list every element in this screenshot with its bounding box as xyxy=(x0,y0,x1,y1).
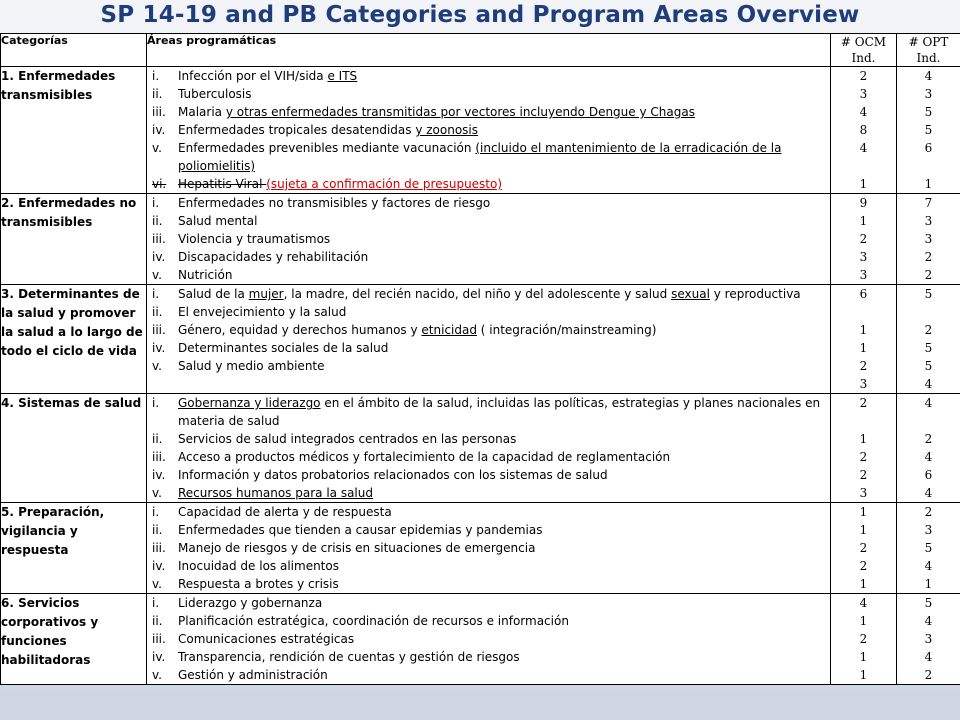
opt-value: 1 xyxy=(924,177,933,191)
ocm-value: 2 xyxy=(859,468,868,482)
roman-numeral: iv. xyxy=(152,468,166,482)
program-area-item xyxy=(147,357,830,375)
program-area-item xyxy=(147,285,830,303)
program-area-item xyxy=(147,303,830,321)
opt-value: 1 xyxy=(924,577,933,591)
opt-value: 6 xyxy=(924,141,933,155)
program-area-item xyxy=(147,430,830,448)
ocm-value: 1 xyxy=(859,323,868,337)
roman-numeral: i. xyxy=(152,596,160,610)
page-title: SP 14-19 and PB Categories and Program Areas Overview xyxy=(100,2,860,28)
ocm-value: 2 xyxy=(859,541,868,555)
program-area-text: Liderazgo y gobernanza xyxy=(178,596,323,610)
roman-numeral: v. xyxy=(152,359,162,373)
opt-cell xyxy=(897,394,960,503)
program-area-item xyxy=(147,448,830,466)
category-cell: 1. Enfermedades transmisibles xyxy=(1,67,147,194)
program-area-item xyxy=(147,85,830,103)
program-area-text: Infección por el VIH/sida e ITS xyxy=(178,69,358,83)
header-opt: # OPT Ind. xyxy=(897,34,960,67)
ocm-value: 1 xyxy=(859,177,868,191)
opt-value: 5 xyxy=(924,123,933,137)
program-area-text: Recursos humanos para la salud xyxy=(178,486,373,500)
category-cell: 5. Preparación, vigilancia y respuesta xyxy=(1,503,147,594)
ocm-value: 3 xyxy=(859,87,868,101)
roman-numeral: i. xyxy=(152,396,160,410)
roman-numeral: ii. xyxy=(152,432,163,446)
table-row xyxy=(1,285,960,394)
opt-value: 7 xyxy=(924,196,933,210)
table-row xyxy=(1,67,960,194)
program-area-text: Información y datos probatorios relacionados con los sistemas de salud xyxy=(178,468,608,482)
ocm-value: 2 xyxy=(859,232,868,246)
ocm-value: 2 xyxy=(859,632,868,646)
opt-value: 4 xyxy=(924,650,933,664)
roman-numeral: i. xyxy=(152,287,160,301)
opt-value: 3 xyxy=(924,632,933,646)
program-area-text: Gobernanza y liderazgo en el ámbito de la salud, incluidas las políticas, estrategias y planes nacionales en materia de salud xyxy=(178,396,821,428)
program-area-item xyxy=(147,321,830,339)
roman-numeral: i. xyxy=(152,505,160,519)
num-spacer xyxy=(897,157,960,175)
num-spacer xyxy=(831,303,896,321)
ocm-value: 2 xyxy=(859,396,868,410)
roman-numeral: i. xyxy=(152,196,160,210)
opt-value: 3 xyxy=(924,523,933,537)
program-area-item xyxy=(147,539,830,557)
roman-numeral: v. xyxy=(152,268,162,282)
opt-value: 2 xyxy=(924,432,933,446)
program-area-text: Planificación estratégica, coordinación de recursos e información xyxy=(178,614,569,628)
roman-numeral: iii. xyxy=(152,541,166,555)
ocm-value: 1 xyxy=(859,523,868,537)
program-area-item xyxy=(147,266,830,284)
ocm-cell xyxy=(831,67,897,194)
opt-value: 5 xyxy=(924,596,933,610)
ocm-value: 3 xyxy=(859,377,868,391)
program-area-text: Comunicaciones estratégicas xyxy=(178,632,355,646)
opt-value: 2 xyxy=(924,505,933,519)
ocm-value: 1 xyxy=(859,577,868,591)
roman-numeral: v. xyxy=(152,141,162,155)
program-area-text: Género, equidad y derechos humanos y etnicidad ( integración/mainstreaming) xyxy=(178,323,657,337)
opt-value: 4 xyxy=(924,614,933,628)
ocm-value: 6 xyxy=(859,287,868,301)
opt-cell xyxy=(897,285,960,394)
program-area-item xyxy=(147,121,830,139)
table-row xyxy=(1,194,960,285)
roman-numeral: iv. xyxy=(152,559,166,573)
roman-numeral: iv. xyxy=(152,250,166,264)
category-cell: 2. Enfermedades no transmisibles xyxy=(1,194,147,285)
ocm-value: 1 xyxy=(859,614,868,628)
roman-numeral: v. xyxy=(152,486,162,500)
program-area-text: Enfermedades no transmisibles y factores de riesgo xyxy=(178,196,491,210)
opt-cell xyxy=(897,503,960,594)
roman-numeral: ii. xyxy=(152,305,163,319)
opt-value: 2 xyxy=(924,250,933,264)
header-ocm: # OCM Ind. xyxy=(831,34,897,67)
roman-numeral: ii. xyxy=(152,87,163,101)
ocm-value: 2 xyxy=(859,559,868,573)
roman-numeral: i. xyxy=(152,69,160,83)
program-area-text: Discapacidades y rehabilitación xyxy=(178,250,369,264)
table-body xyxy=(1,67,960,685)
roman-numeral: iv. xyxy=(152,650,166,664)
opt-value: 3 xyxy=(924,232,933,246)
program-area-item xyxy=(147,594,830,612)
opt-value: 4 xyxy=(924,450,933,464)
category-cell: 6. Servicios corporativos y funciones habilitadoras xyxy=(1,594,147,685)
program-area-text: Acceso a productos médicos y fortalecimiento de la capacidad de reglamentación xyxy=(178,450,671,464)
table-row xyxy=(1,503,960,594)
program-area-text: Enfermedades prevenibles mediante vacunación (incluido el mantenimiento de la erradicación de la poliomielitis) xyxy=(178,141,782,173)
program-area-item xyxy=(147,612,830,630)
roman-numeral: iii. xyxy=(152,632,166,646)
ocm-cell xyxy=(831,503,897,594)
program-area-item xyxy=(147,139,830,175)
program-area-text: Nutrición xyxy=(178,268,233,282)
opt-value: 6 xyxy=(924,468,933,482)
program-area-item xyxy=(147,212,830,230)
table-row xyxy=(1,594,960,685)
opt-value: 4 xyxy=(924,486,933,500)
opt-value: 3 xyxy=(924,87,933,101)
program-areas-cell xyxy=(147,67,831,194)
ocm-value: 4 xyxy=(859,596,868,610)
ocm-value: 2 xyxy=(859,359,868,373)
program-area-item xyxy=(147,575,830,593)
num-spacer xyxy=(897,412,960,430)
roman-numeral: iv. xyxy=(152,123,166,137)
program-area-item xyxy=(147,175,830,193)
program-area-item xyxy=(147,630,830,648)
program-area-item xyxy=(147,339,830,357)
program-area-text: Hepatitis Viral (sujeta a confirmación de presupuesto) xyxy=(178,177,503,191)
roman-numeral: ii. xyxy=(152,614,163,628)
program-area-item xyxy=(147,648,830,666)
program-area-item xyxy=(147,103,830,121)
ocm-value: 1 xyxy=(859,341,868,355)
program-area-text: Inocuidad de los alimentos xyxy=(178,559,339,573)
opt-value: 4 xyxy=(924,559,933,573)
ocm-value: 4 xyxy=(859,141,868,155)
program-area-text: Gestión y administración xyxy=(178,668,328,682)
opt-value: 2 xyxy=(924,668,933,682)
roman-numeral: v. xyxy=(152,577,162,591)
program-area-text: Manejo de riesgos y de crisis en situaciones de emergencia xyxy=(178,541,536,555)
opt-value: 4 xyxy=(924,69,933,83)
table-row xyxy=(1,394,960,503)
roman-numeral: ii. xyxy=(152,523,163,537)
opt-cell xyxy=(897,67,960,194)
program-areas-cell xyxy=(147,394,831,503)
ocm-cell xyxy=(831,194,897,285)
ocm-value: 8 xyxy=(859,123,868,137)
opt-value: 3 xyxy=(924,214,933,228)
program-area-text: Respuesta a brotes y crisis xyxy=(178,577,339,591)
ocm-value: 1 xyxy=(859,432,868,446)
ocm-value: 1 xyxy=(859,505,868,519)
opt-value: 5 xyxy=(924,359,933,373)
program-area-item xyxy=(147,194,830,212)
program-area-text: Salud mental xyxy=(178,214,258,228)
opt-cell xyxy=(897,594,960,685)
ocm-value: 3 xyxy=(859,486,868,500)
opt-value: 4 xyxy=(924,396,933,410)
program-area-text: Violencia y traumatismos xyxy=(178,232,331,246)
roman-numeral: iii. xyxy=(152,105,166,119)
ocm-value: 1 xyxy=(859,668,868,682)
category-cell: 4. Sistemas de salud xyxy=(1,394,147,503)
program-area-text: Salud y medio ambiente xyxy=(178,359,325,373)
roman-numeral: iv. xyxy=(152,341,166,355)
ocm-value: 2 xyxy=(859,69,868,83)
roman-numeral: vi. xyxy=(152,177,167,191)
ocm-cell xyxy=(831,394,897,503)
opt-cell xyxy=(897,194,960,285)
program-areas-cell xyxy=(147,194,831,285)
roman-numeral: v. xyxy=(152,668,162,682)
program-area-item xyxy=(147,484,830,502)
program-area-text: Determinantes sociales de la salud xyxy=(178,341,389,355)
ocm-value: 2 xyxy=(859,450,868,464)
program-area-text: Enfermedades tropicales desatendidas y zoonosis xyxy=(178,123,479,137)
header-program-areas: Áreas programáticas xyxy=(147,34,831,67)
program-area-text: Transparencia, rendición de cuentas y gestión de riesgos xyxy=(178,650,520,664)
program-area-text: Enfermedades que tienden a causar epidemias y pandemias xyxy=(178,523,543,537)
opt-value: 5 xyxy=(924,541,933,555)
opt-value: 5 xyxy=(924,341,933,355)
ocm-value: 4 xyxy=(859,105,868,119)
program-area-item xyxy=(147,394,830,430)
roman-numeral: iii. xyxy=(152,323,166,337)
program-areas-cell xyxy=(147,503,831,594)
opt-value: 2 xyxy=(924,323,933,337)
program-area-text: Salud de la mujer, la madre, del recién nacido, del niño y del adolescente y salud sexual y reproductiva xyxy=(178,287,801,301)
program-area-item xyxy=(147,666,830,684)
ocm-cell xyxy=(831,285,897,394)
num-spacer xyxy=(897,303,960,321)
program-area-item xyxy=(147,230,830,248)
ocm-value: 3 xyxy=(859,250,868,264)
num-spacer xyxy=(831,157,896,175)
ocm-value: 1 xyxy=(859,650,868,664)
opt-value: 4 xyxy=(924,377,933,391)
table-header-row xyxy=(1,34,960,67)
program-area-item xyxy=(147,248,830,266)
opt-value: 2 xyxy=(924,268,933,282)
ocm-value: 3 xyxy=(859,268,868,282)
roman-numeral: ii. xyxy=(152,214,163,228)
ocm-cell xyxy=(831,594,897,685)
roman-numeral: iii. xyxy=(152,232,166,246)
program-area-text: Capacidad de alerta y de respuesta xyxy=(178,505,392,519)
category-cell: 3. Determinantes de la salud y promover la salud a lo largo de todo el ciclo de vida xyxy=(1,285,147,394)
roman-numeral: iii. xyxy=(152,450,166,464)
program-area-item xyxy=(147,557,830,575)
program-areas-cell xyxy=(147,285,831,394)
program-area-item xyxy=(147,466,830,484)
program-area-text: Tuberculosis xyxy=(178,87,252,101)
ocm-value: 1 xyxy=(859,214,868,228)
ocm-value: 9 xyxy=(859,196,868,210)
program-area-text: El envejecimiento y la salud xyxy=(178,305,347,319)
categories-table xyxy=(0,33,960,685)
program-area-text: Servicios de salud integrados centrados en las personas xyxy=(178,432,517,446)
program-area-item xyxy=(147,521,830,539)
header-category: Categorías xyxy=(1,34,147,67)
opt-value: 5 xyxy=(924,287,933,301)
program-area-text: Malaria y otras enfermedades transmitidas por vectores incluyendo Dengue y Chagas xyxy=(178,105,695,119)
program-area-item xyxy=(147,67,830,85)
program-areas-cell xyxy=(147,594,831,685)
num-spacer xyxy=(831,412,896,430)
opt-value: 5 xyxy=(924,105,933,119)
program-area-item xyxy=(147,503,830,521)
